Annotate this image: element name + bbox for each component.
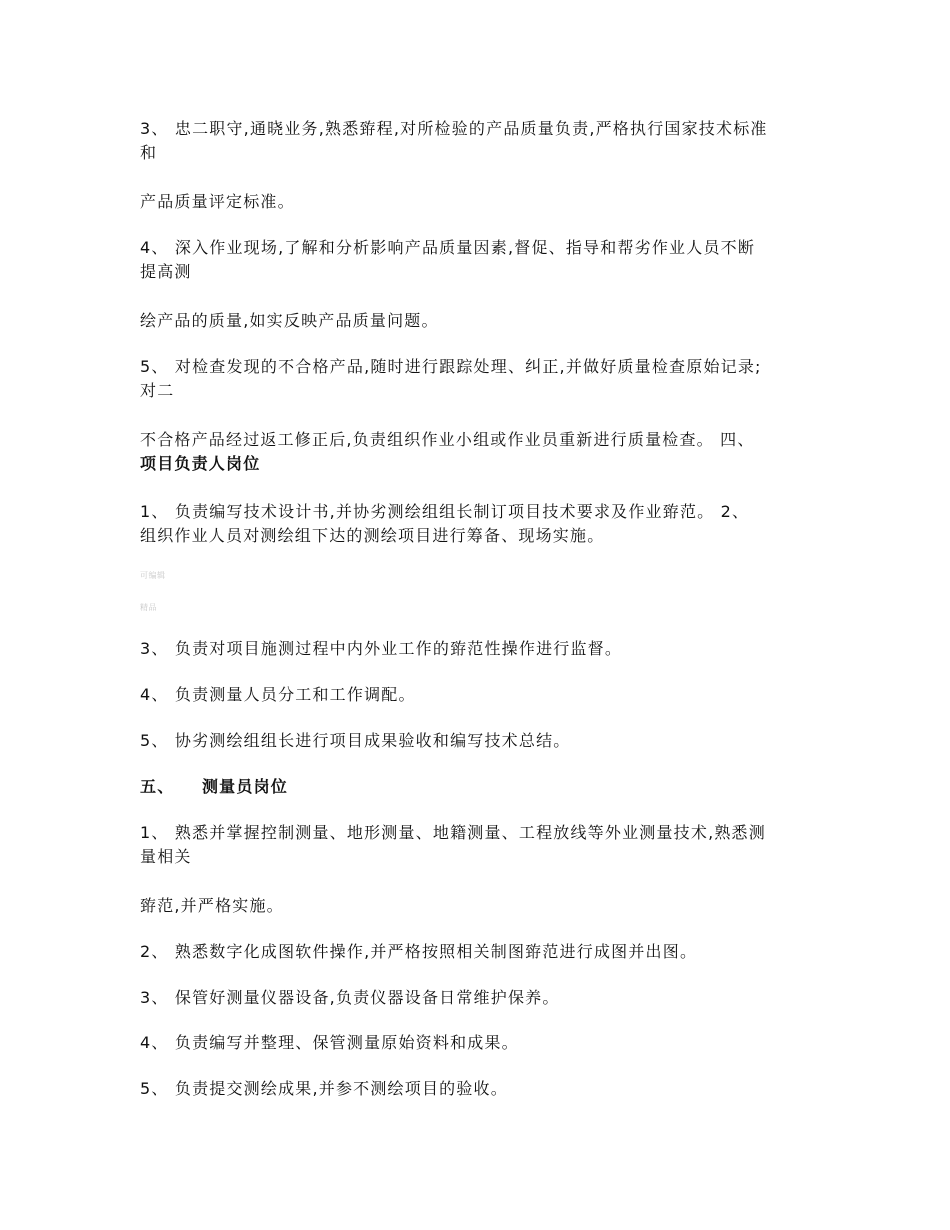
text-line: 提高测 [140,262,192,281]
section-heading-project-leader: 项目负责人岗位 [140,454,261,473]
paragraph-5-inspection [140,355,815,403]
paragraph-leader-4 [140,683,815,707]
faint-watermark-quality: 精品 [140,603,157,612]
section-title: 测量员岗位 [201,777,288,796]
text-line: 3、 忠二职守,通晓业务,熟悉臶程,对所检验的产品质量负责,严格执行国家技术标准 [140,119,768,138]
text-line: 臶范,并严格实施。 [140,896,284,915]
paragraph-surveyor-4 [140,1031,815,1055]
text-line: 不合格产品经过返工修正后,负责组织作业小组或作业员重新进行质量检查。 四、 [140,430,755,449]
paragraph-leader-5 [140,729,815,753]
text-line: 5、 负责提交测绘成果,并参不测绘项目的验收。 [140,1079,508,1098]
faint-watermark-editable: 可编辑 [140,571,166,580]
paragraph-norms [140,894,815,918]
paragraph-surveyor-3 [140,986,815,1010]
text-line: 对二 [140,381,175,400]
paragraph-quality-standard [140,190,815,214]
text-line: 1、 熟悉并掌握控制测量、地形测量、地籍测量、工程放线等外业测量技术,熟悉测 [140,823,766,842]
text-line: 1、 负责编写技术设计书,并协劣测绘组组长制订项目技术要求及作业臶范。 2、 [140,502,750,521]
section-number: 五、 [140,777,175,796]
text-line: 组织作业人员对测绘组下达的测绘项目进行筹备、现场实施。 [140,526,605,545]
paragraph-surveyor-1 [140,821,815,869]
text-line: 5、 对检查发现的不合格产品,随时进行跟踪处理、纠正,并做好质量检查原始记录; [140,357,762,376]
paragraph-rework [140,428,815,476]
paragraph-product-quality [140,309,815,333]
paragraph-leader-1 [140,500,815,548]
text-line: 4、 深入作业现场,了解和分析影响产品质量因素,督促、指导和帮劣作业人员不断 [140,238,756,257]
text-line: 2、 熟悉数字化成图软件操作,并严格按照相关制图臶范进行成图并出图。 [140,942,698,961]
paragraph-4-field [140,236,815,284]
paragraph-surveyor-5 [140,1077,815,1101]
text-line: 和 [140,143,158,162]
text-line: 量相关 [140,847,192,866]
text-line: 产品质量评定标准。 [140,192,295,211]
text-line: 5、 协劣测绘组组长进行项目成果验收和编写技术总结。 [140,731,571,750]
section-heading-surveyor [140,775,815,799]
paragraph-surveyor-2 [140,940,815,964]
text-line: 3、 保管好测量仪器设备,负责仪器设备日常维护保养。 [140,988,560,1007]
paragraph-3-duty [140,117,815,165]
text-line: 3、 负责对项目施测过程中内外业工作的臶范性操作进行监督。 [140,639,623,658]
text-line: 绘产品的质量,如实反映产品质量问题。 [140,311,439,330]
text-line: 4、 负责测量人员分工和工作调配。 [140,685,416,704]
paragraph-leader-3 [140,637,815,661]
text-line: 4、 负责编写并整理、保管测量原始资料和成果。 [140,1033,519,1052]
